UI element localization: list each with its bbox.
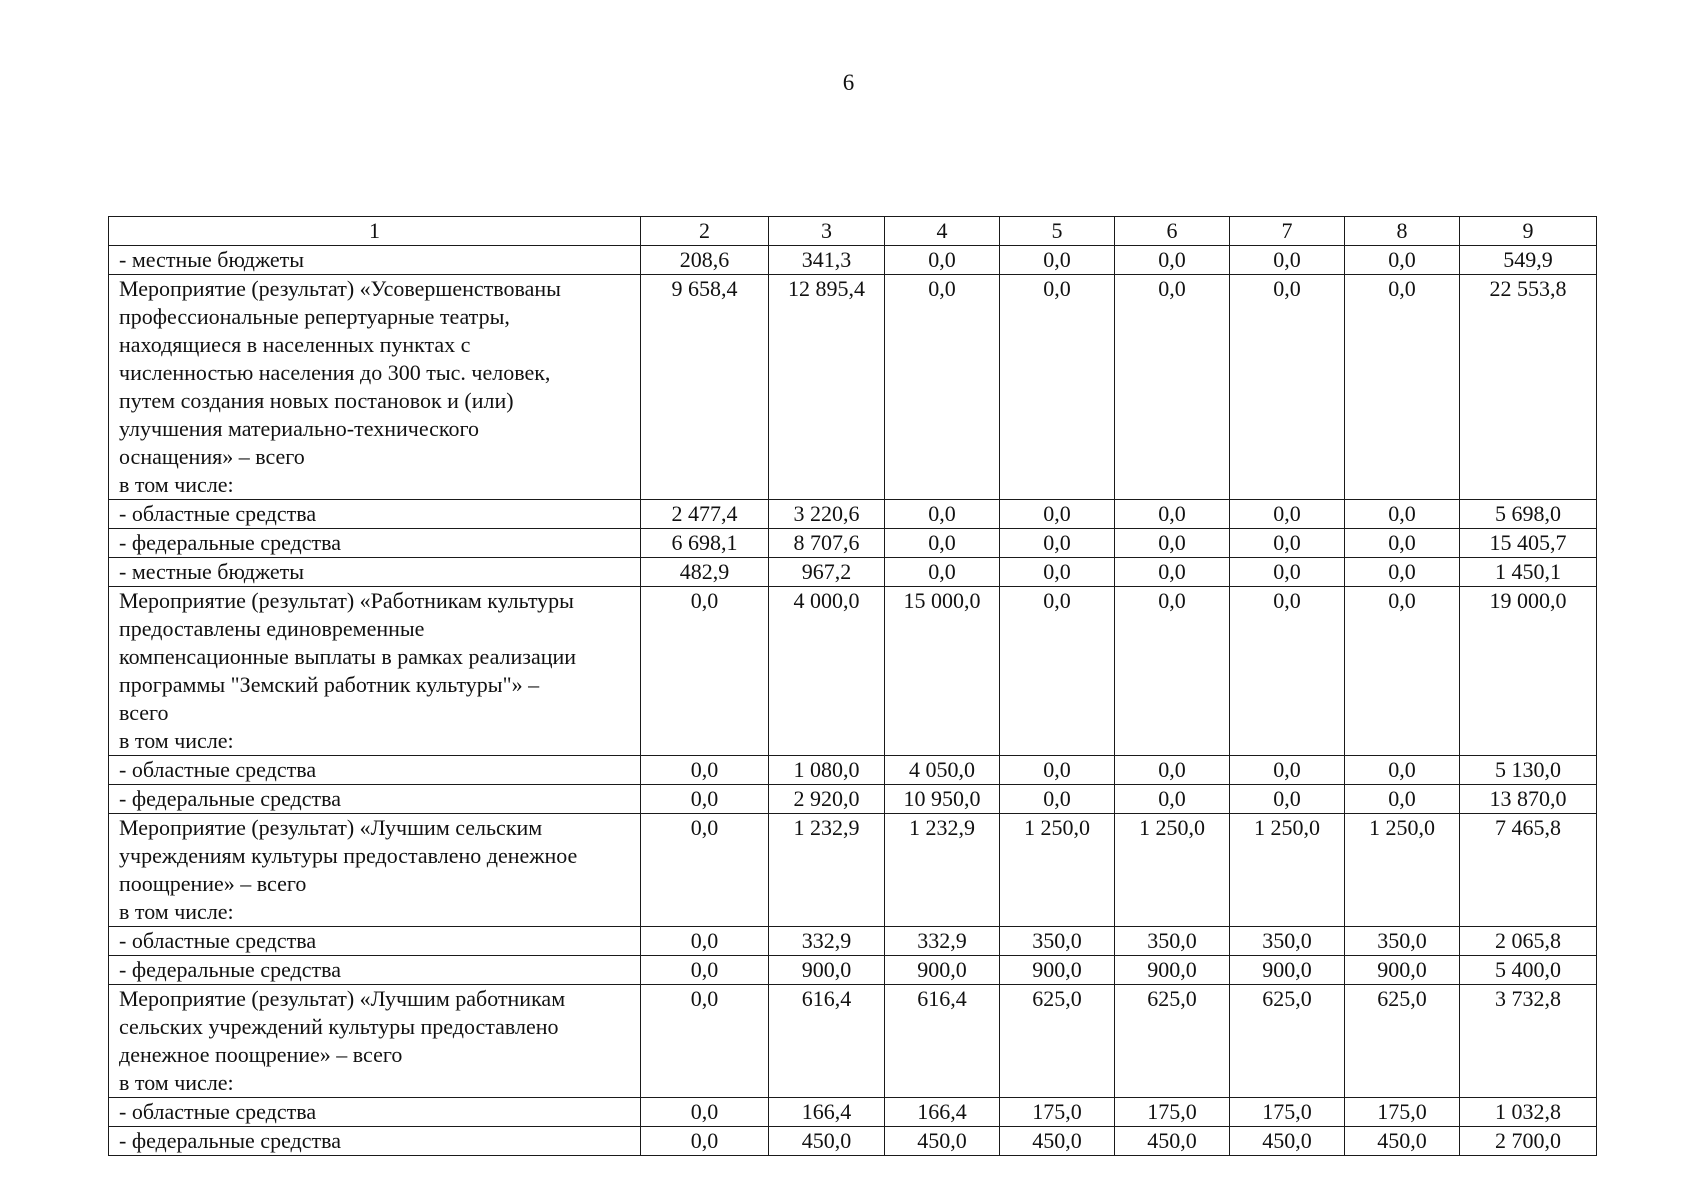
cell-col-6: 625,0 — [1115, 985, 1230, 1098]
cell-col-7: 0,0 — [1230, 500, 1345, 529]
cell-col-3: 4 000,0 — [769, 587, 885, 756]
cell-col-9: 5 698,0 — [1460, 500, 1597, 529]
cell-col-2: 208,6 — [641, 246, 769, 275]
cell-col-7: 0,0 — [1230, 558, 1345, 587]
row-label-line: - федеральные средства — [119, 530, 341, 555]
cell-col-2: 0,0 — [641, 927, 769, 956]
cell-col-8: 450,0 — [1345, 1127, 1460, 1156]
cell-col-6: 0,0 — [1115, 785, 1230, 814]
cell-col-5: 0,0 — [1000, 785, 1115, 814]
row-label — [109, 1127, 641, 1156]
cell-col-6: 900,0 — [1115, 956, 1230, 985]
table-row — [109, 1098, 1597, 1127]
cell-col-4: 10 950,0 — [885, 785, 1000, 814]
row-label-line: - местные бюджеты — [119, 559, 305, 584]
cell-col-2: 0,0 — [641, 587, 769, 756]
column-header-5: 5 — [1000, 217, 1115, 246]
row-label-line: в том числе: — [119, 728, 234, 753]
row-label-line: - областные средства — [119, 501, 317, 526]
row-label — [109, 1098, 641, 1127]
cell-col-8: 175,0 — [1345, 1098, 1460, 1127]
row-label — [109, 756, 641, 785]
cell-col-2: 0,0 — [641, 814, 769, 927]
cell-col-4: 332,9 — [885, 927, 1000, 956]
row-label-line: предоставлены единовременные — [119, 616, 425, 641]
table-row — [109, 558, 1597, 587]
cell-col-7: 0,0 — [1230, 246, 1345, 275]
cell-col-8: 0,0 — [1345, 587, 1460, 756]
row-label-line: находящиеся в населенных пунктах с — [119, 332, 471, 357]
cell-col-8: 625,0 — [1345, 985, 1460, 1098]
cell-col-7: 450,0 — [1230, 1127, 1345, 1156]
row-label-line: сельских учреждений культуры предоставлено — [119, 1014, 559, 1039]
cell-col-4: 15 000,0 — [885, 587, 1000, 756]
cell-col-4: 900,0 — [885, 956, 1000, 985]
cell-col-5: 450,0 — [1000, 1127, 1115, 1156]
cell-col-3: 341,3 — [769, 246, 885, 275]
row-label-line: в том числе: — [119, 1070, 234, 1095]
column-header-4: 4 — [885, 217, 1000, 246]
cell-col-8: 0,0 — [1345, 275, 1460, 500]
cell-col-2: 0,0 — [641, 956, 769, 985]
column-header-8: 8 — [1345, 217, 1460, 246]
cell-col-6: 0,0 — [1115, 558, 1230, 587]
cell-col-8: 350,0 — [1345, 927, 1460, 956]
cell-col-3: 1 080,0 — [769, 756, 885, 785]
cell-col-6: 450,0 — [1115, 1127, 1230, 1156]
cell-col-4: 616,4 — [885, 985, 1000, 1098]
table-row — [109, 956, 1597, 985]
cell-col-7: 175,0 — [1230, 1098, 1345, 1127]
cell-col-9: 1 450,1 — [1460, 558, 1597, 587]
row-label-line: улучшения материально-технического — [119, 416, 479, 441]
cell-col-2: 9 658,4 — [641, 275, 769, 500]
cell-col-4: 1 232,9 — [885, 814, 1000, 927]
cell-col-3: 332,9 — [769, 927, 885, 956]
cell-col-5: 0,0 — [1000, 756, 1115, 785]
cell-col-9: 549,9 — [1460, 246, 1597, 275]
cell-col-5: 900,0 — [1000, 956, 1115, 985]
cell-col-5: 175,0 — [1000, 1098, 1115, 1127]
cell-col-3: 3 220,6 — [769, 500, 885, 529]
cell-col-8: 1 250,0 — [1345, 814, 1460, 927]
cell-col-2: 0,0 — [641, 756, 769, 785]
cell-col-9: 19 000,0 — [1460, 587, 1597, 756]
cell-col-5: 1 250,0 — [1000, 814, 1115, 927]
cell-col-7: 0,0 — [1230, 587, 1345, 756]
table-row — [109, 500, 1597, 529]
row-label — [109, 814, 641, 927]
row-label-line: - местные бюджеты — [119, 247, 305, 272]
cell-col-3: 967,2 — [769, 558, 885, 587]
row-label-line: оснащения» – всего — [119, 444, 305, 469]
cell-col-5: 350,0 — [1000, 927, 1115, 956]
row-label-line: - федеральные средства — [119, 957, 341, 982]
table-row — [109, 985, 1597, 1098]
cell-col-4: 0,0 — [885, 529, 1000, 558]
row-label-line: программы "Земский работник культуры"» – — [119, 672, 540, 697]
row-label-line: Мероприятие (результат) «Лучшим работникам — [119, 986, 566, 1011]
cell-col-4: 0,0 — [885, 558, 1000, 587]
table-row — [109, 1127, 1597, 1156]
cell-col-7: 0,0 — [1230, 785, 1345, 814]
row-label-line: - областные средства — [119, 757, 317, 782]
cell-col-3: 166,4 — [769, 1098, 885, 1127]
column-header-3: 3 — [769, 217, 885, 246]
row-label-line: - областные средства — [119, 928, 317, 953]
cell-col-5: 625,0 — [1000, 985, 1115, 1098]
cell-col-5: 0,0 — [1000, 558, 1115, 587]
row-label-line: всего — [119, 700, 169, 725]
cell-col-2: 482,9 — [641, 558, 769, 587]
cell-col-9: 5 400,0 — [1460, 956, 1597, 985]
cell-col-8: 900,0 — [1345, 956, 1460, 985]
cell-col-3: 1 232,9 — [769, 814, 885, 927]
cell-col-9: 7 465,8 — [1460, 814, 1597, 927]
column-header-7: 7 — [1230, 217, 1345, 246]
table-row — [109, 587, 1597, 756]
cell-col-9: 2 065,8 — [1460, 927, 1597, 956]
table-row — [109, 246, 1597, 275]
row-label — [109, 529, 641, 558]
cell-col-5: 0,0 — [1000, 529, 1115, 558]
cell-col-8: 0,0 — [1345, 529, 1460, 558]
budget-table — [108, 216, 1597, 1156]
row-label-line: в том числе: — [119, 472, 234, 497]
cell-col-2: 0,0 — [641, 1098, 769, 1127]
cell-col-7: 625,0 — [1230, 985, 1345, 1098]
row-label — [109, 785, 641, 814]
cell-col-4: 450,0 — [885, 1127, 1000, 1156]
cell-col-3: 900,0 — [769, 956, 885, 985]
table-row — [109, 275, 1597, 500]
cell-col-7: 350,0 — [1230, 927, 1345, 956]
row-label — [109, 927, 641, 956]
row-label — [109, 558, 641, 587]
cell-col-6: 0,0 — [1115, 500, 1230, 529]
cell-col-7: 1 250,0 — [1230, 814, 1345, 927]
row-label — [109, 246, 641, 275]
column-header-6: 6 — [1115, 217, 1230, 246]
table-row — [109, 756, 1597, 785]
row-label-line: Мероприятие (результат) «Работникам культуры — [119, 588, 574, 613]
row-label-line: - областные средства — [119, 1099, 317, 1124]
row-label-line: Мероприятие (результат) «Усовершенствованы — [119, 276, 561, 301]
cell-col-8: 0,0 — [1345, 246, 1460, 275]
row-label — [109, 275, 641, 500]
cell-col-2: 0,0 — [641, 785, 769, 814]
cell-col-6: 0,0 — [1115, 587, 1230, 756]
cell-col-7: 0,0 — [1230, 275, 1345, 500]
cell-col-8: 0,0 — [1345, 500, 1460, 529]
column-header-9: 9 — [1460, 217, 1597, 246]
cell-col-9: 15 405,7 — [1460, 529, 1597, 558]
row-label — [109, 985, 641, 1098]
table-row — [109, 927, 1597, 956]
row-label-line: - федеральные средства — [119, 1128, 341, 1153]
column-header-1: 1 — [109, 217, 641, 246]
cell-col-7: 900,0 — [1230, 956, 1345, 985]
cell-col-9: 5 130,0 — [1460, 756, 1597, 785]
cell-col-4: 0,0 — [885, 246, 1000, 275]
cell-col-3: 8 707,6 — [769, 529, 885, 558]
cell-col-9: 22 553,8 — [1460, 275, 1597, 500]
row-label-line: численностью населения до 300 тыс. человек, — [119, 360, 551, 385]
cell-col-2: 0,0 — [641, 1127, 769, 1156]
cell-col-9: 2 700,0 — [1460, 1127, 1597, 1156]
column-header-2: 2 — [641, 217, 769, 246]
table-row — [109, 785, 1597, 814]
cell-col-7: 0,0 — [1230, 756, 1345, 785]
row-label — [109, 956, 641, 985]
cell-col-6: 0,0 — [1115, 756, 1230, 785]
cell-col-6: 0,0 — [1115, 529, 1230, 558]
cell-col-6: 0,0 — [1115, 275, 1230, 500]
cell-col-4: 0,0 — [885, 500, 1000, 529]
row-label-line: учреждениям культуры предоставлено денежное — [119, 843, 578, 868]
row-label-line: компенсационные выплаты в рамках реализации — [119, 644, 577, 669]
page-number: 6 — [842, 70, 855, 95]
cell-col-2: 0,0 — [641, 985, 769, 1098]
cell-col-9: 13 870,0 — [1460, 785, 1597, 814]
row-label — [109, 500, 641, 529]
cell-col-7: 0,0 — [1230, 529, 1345, 558]
header-row — [109, 217, 1597, 246]
row-label-line: Мероприятие (результат) «Лучшим сельским — [119, 815, 543, 840]
cell-col-6: 175,0 — [1115, 1098, 1230, 1127]
cell-col-2: 6 698,1 — [641, 529, 769, 558]
row-label — [109, 587, 641, 756]
cell-col-6: 0,0 — [1115, 246, 1230, 275]
row-label-line: денежное поощрение» – всего — [119, 1042, 403, 1067]
cell-col-5: 0,0 — [1000, 500, 1115, 529]
cell-col-2: 2 477,4 — [641, 500, 769, 529]
cell-col-6: 350,0 — [1115, 927, 1230, 956]
cell-col-3: 2 920,0 — [769, 785, 885, 814]
cell-col-9: 1 032,8 — [1460, 1098, 1597, 1127]
cell-col-8: 0,0 — [1345, 558, 1460, 587]
cell-col-4: 4 050,0 — [885, 756, 1000, 785]
table-row — [109, 814, 1597, 927]
table-row — [109, 529, 1597, 558]
cell-col-4: 0,0 — [885, 275, 1000, 500]
cell-col-8: 0,0 — [1345, 756, 1460, 785]
cell-col-6: 1 250,0 — [1115, 814, 1230, 927]
cell-col-8: 0,0 — [1345, 785, 1460, 814]
cell-col-3: 12 895,4 — [769, 275, 885, 500]
cell-col-3: 616,4 — [769, 985, 885, 1098]
cell-col-3: 450,0 — [769, 1127, 885, 1156]
cell-col-5: 0,0 — [1000, 587, 1115, 756]
row-label-line: профессиональные репертуарные театры, — [119, 304, 510, 329]
row-label-line: поощрение» – всего — [119, 871, 307, 896]
cell-col-5: 0,0 — [1000, 275, 1115, 500]
cell-col-4: 166,4 — [885, 1098, 1000, 1127]
cell-col-5: 0,0 — [1000, 246, 1115, 275]
row-label-line: - федеральные средства — [119, 786, 341, 811]
row-label-line: в том числе: — [119, 899, 234, 924]
cell-col-9: 3 732,8 — [1460, 985, 1597, 1098]
row-label-line: путем создания новых постановок и (или) — [119, 388, 514, 413]
